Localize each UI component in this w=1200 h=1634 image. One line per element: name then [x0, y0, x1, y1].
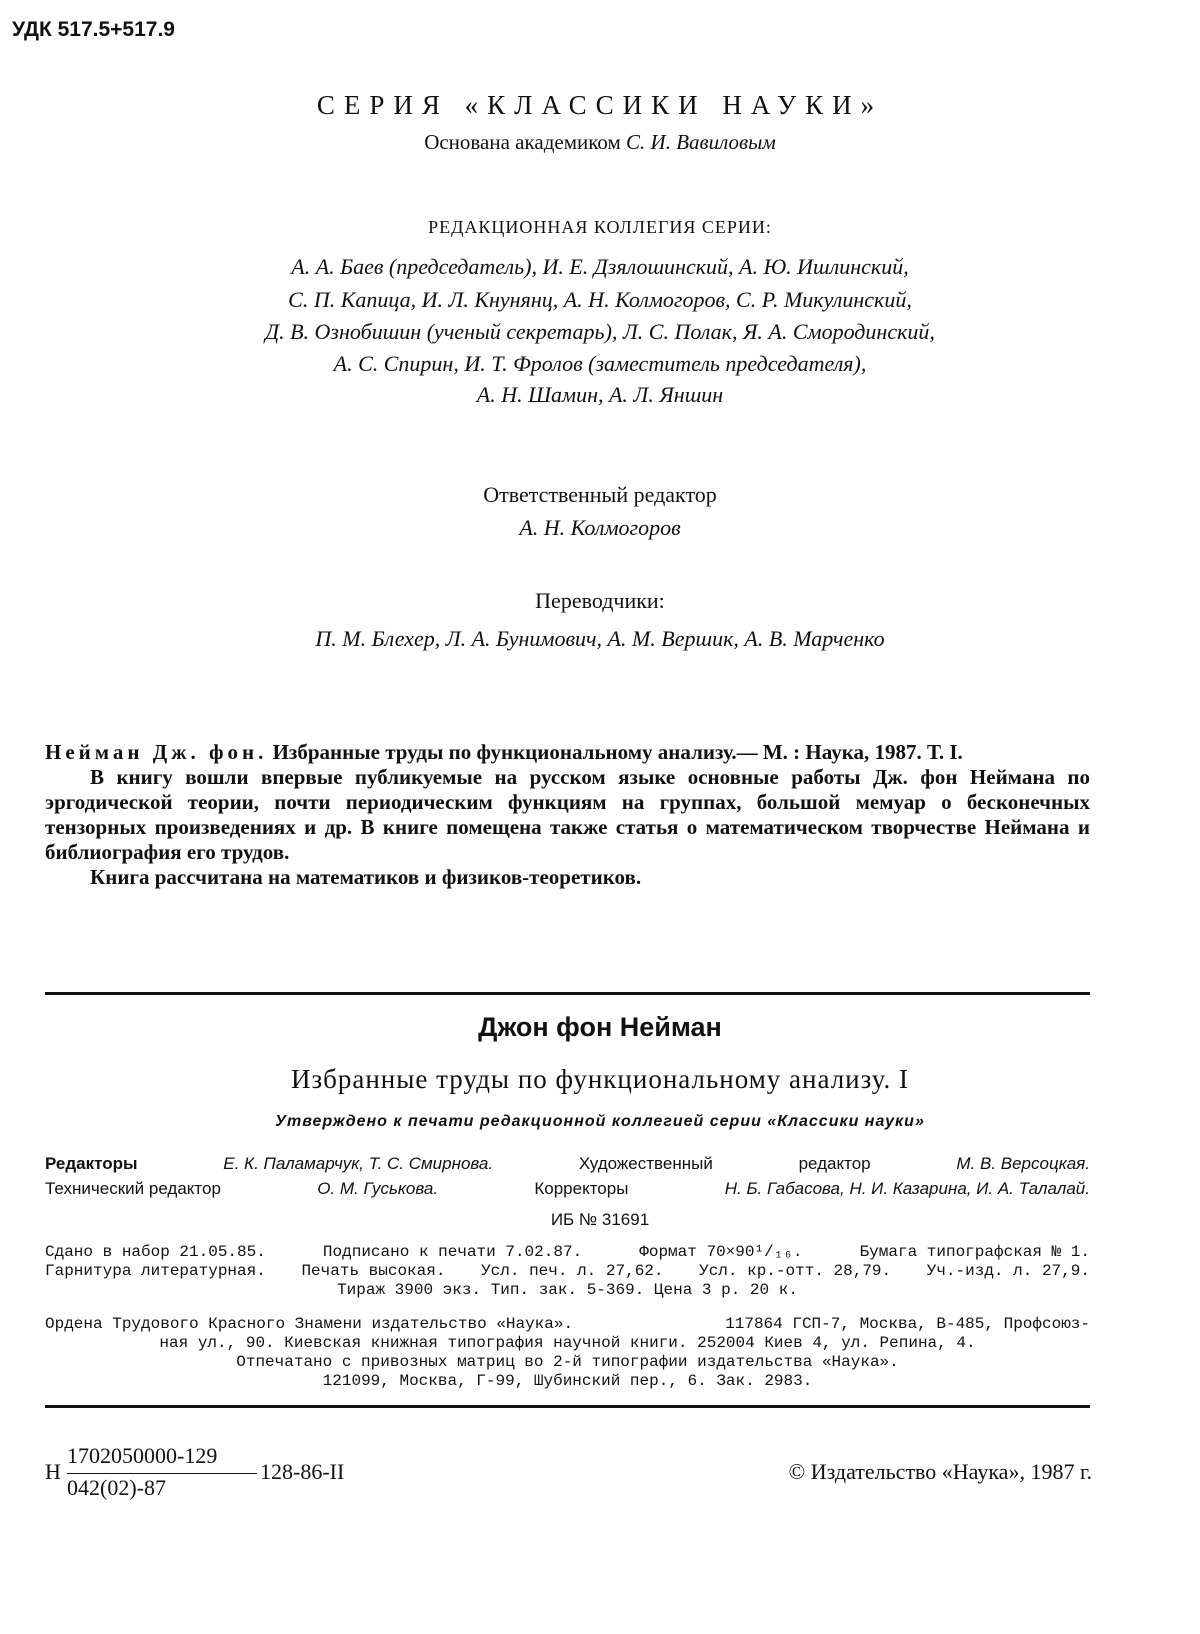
abstract-paragraph: Книга рассчитана на математиков и физиков-теоретиков.	[90, 865, 642, 889]
print-info-item: Подписано к печати 7.02.87.	[322, 1243, 583, 1261]
editors-label: Редакторы	[45, 1154, 138, 1173]
index-code-numerator: 1702050000-129	[67, 1443, 218, 1468]
technical-editor-line	[45, 1179, 1090, 1199]
responsible-editor-name: А. Н. Колмогоров	[519, 515, 681, 540]
editors-names: Е. К. Паламарчук, Т. С. Смирнова.	[223, 1154, 494, 1173]
editorial-board-line: А. С. Спирин, И. Т. Фролов (заместитель председателя),	[333, 351, 867, 376]
publisher-info	[45, 1315, 1090, 1391]
editorial-board-line: С. П. Капица, И. Л. Кнунянц, А. Н. Колмогоров, С. Р. Микулинский,	[288, 287, 912, 312]
ib-number: ИБ № 31691	[550, 1210, 650, 1229]
series-founder-name: С. И. Вавиловым	[626, 130, 776, 154]
index-code	[45, 1443, 445, 1503]
abstract-heading	[45, 740, 1090, 765]
editorial-board-line: Д. В. Ознобишин (ученый секретарь), Л. С. Полак, Я. А. Смородинский,	[265, 319, 935, 344]
print-info-line	[45, 1262, 1090, 1281]
print-info-item: Сдано в набор 21.05.85.	[45, 1243, 266, 1261]
index-code-fraction-bar	[67, 1473, 257, 1474]
copyright-notice: © Издательство «Наука», 1987 г.	[788, 1459, 1092, 1484]
translators-names: П. М. Блехер, Л. А. Бунимович, А. М. Вершик, А. В. Марченко	[315, 626, 885, 651]
publisher-address: 117864 ГСП-7, Москва, В-485, Профсоюз-	[725, 1315, 1090, 1333]
print-info-item: Формат 70×90¹/₁₆.	[639, 1243, 803, 1261]
correctors-names: Н. Б. Габасова, Н. И. Казарина, И. А. Талалай.	[724, 1179, 1090, 1198]
publisher-name: Ордена Трудового Красного Знамени издательство «Наука».	[45, 1315, 574, 1333]
editors-line	[45, 1154, 1090, 1174]
book-author: Джон фон Нейман	[478, 1012, 722, 1042]
udk-code: УДК 517.5+517.9	[12, 18, 175, 41]
series-founded	[0, 130, 1200, 155]
print-info-item: Усл. печ. л. 27,62.	[481, 1262, 664, 1280]
print-info-item: Уч.-изд. л. 27,9.	[926, 1262, 1090, 1280]
book-abstract	[45, 740, 1090, 890]
editorial-board-title: РЕДАКЦИОННАЯ КОЛЛЕГИЯ СЕРИИ:	[428, 217, 772, 237]
print-info-item: Печать высокая.	[301, 1262, 446, 1280]
index-code-letter: Н	[45, 1459, 61, 1484]
technical-editor-label: Технический редактор	[45, 1179, 221, 1198]
print-info-item: Усл. кр.-отт. 28,79.	[699, 1262, 892, 1280]
publisher-line: ная ул., 90. Киевская книжная типография научной книги. 252004 Киев 4, ул. Репина, 4.	[159, 1334, 976, 1352]
book-title: Избранные труды по функциональному анализу. I	[290, 1064, 910, 1094]
print-info-item: Гарнитура литературная.	[45, 1262, 266, 1280]
translators-label: Переводчики:	[535, 588, 665, 613]
art-editor-label-2: редактор	[798, 1154, 871, 1173]
correctors-label: Корректоры	[534, 1179, 629, 1198]
art-editor-name: М. В. Версоцкая.	[956, 1154, 1090, 1173]
abstract-paragraph: В книгу вошли впервые публикуемые на русском языке основные работы Дж. фон Неймана по эргодической теории, почти периодическим функциям на группах, большой мемуар о бесконечных тензорных произведениях и др. В книге помещена также статья о математическом творчестве Неймана и библиография его трудов.	[45, 765, 1090, 864]
publisher-line: 121099, Москва, Г-99, Шубинский пер., 6. Зак. 2983.	[322, 1372, 813, 1390]
art-editor-label: Художественный	[578, 1154, 713, 1173]
print-info-line	[45, 1243, 1090, 1262]
responsible-editor-label: Ответственный редактор	[483, 482, 717, 507]
index-code-suffix: 128-86-II	[260, 1459, 345, 1484]
publisher-line: Отпечатано с привозных матриц во 2-й типографии издательства «Наука».	[236, 1353, 899, 1371]
print-info-item: Бумага типографская № 1.	[859, 1243, 1090, 1261]
editorial-board-line: А. А. Баев (председатель), И. Е. Дзялошинский, А. Ю. Ишлинский,	[291, 254, 909, 279]
abstract-author: Нейман Дж. фон.	[45, 740, 268, 764]
abstract-citation: Избранные труды по функциональному анализу.— М. : Наука, 1987. Т. I.	[267, 740, 963, 764]
technical-editor-name: О. М. Гуськова.	[317, 1179, 439, 1198]
series-title: СЕРИЯ «КЛАССИКИ НАУКИ»	[316, 90, 884, 120]
series-founded-prefix: Основана академиком	[424, 130, 627, 154]
index-code-denominator: 042(02)-87	[67, 1475, 166, 1500]
print-info-line: Тираж 3900 экз. Тип. зак. 5-369. Цена 3 р. 20 к.	[337, 1281, 798, 1299]
divider-rule	[45, 992, 1090, 995]
print-info	[45, 1243, 1090, 1300]
editorial-board-line: А. Н. Шамин, А. Л. Яншин	[476, 382, 724, 407]
divider-rule	[45, 1405, 1090, 1408]
approval-note: Утверждено к печати редакционной коллегией серии «Классики науки»	[275, 1113, 925, 1130]
publisher-line	[45, 1315, 1090, 1334]
